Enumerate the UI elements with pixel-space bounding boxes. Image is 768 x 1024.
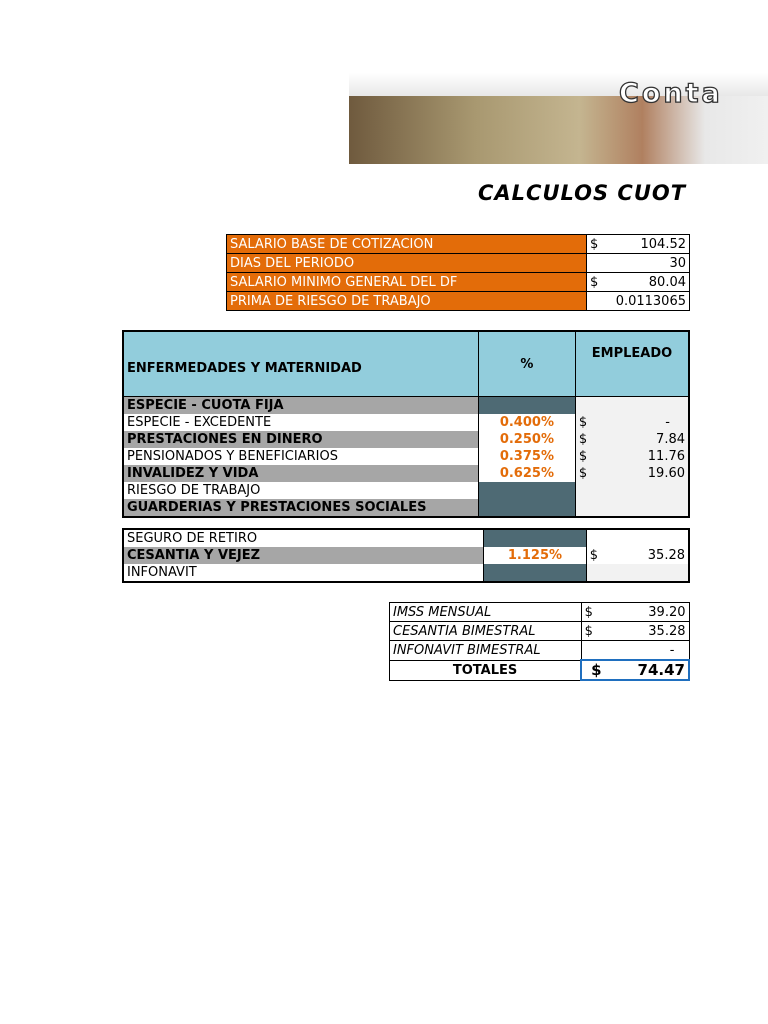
table-row [123,499,689,517]
column-header-concept: ENFERMEDADES Y MATERNIDAD [123,331,478,397]
currency-symbol: $ [578,415,588,430]
banner [349,73,768,164]
row-value-cell[interactable] [575,499,689,517]
currency-symbol: $ [590,236,599,252]
row-value-cell[interactable] [586,529,689,547]
row-value: 19.60 [647,466,685,481]
row-label: PRESTACIONES EN DINERO [123,431,478,448]
row-label: CESANTIA Y VEJEZ [123,547,484,564]
totals-table [389,602,690,681]
retiro-table [122,528,690,583]
row-value-cell[interactable] [586,547,689,564]
row-value-cell[interactable] [575,448,689,465]
table-row [123,547,689,564]
enfermedades-table [122,330,690,518]
table-row [123,529,689,547]
row-percent [484,564,586,582]
currency-symbol: $ [591,661,602,679]
totals-value: 35.28 [648,623,686,639]
totals-value-cell[interactable] [581,622,689,641]
param-value: 0.0113065 [615,293,686,309]
currency-symbol: $ [589,548,598,563]
row-label: INVALIDEZ Y VIDA [123,465,478,482]
totals-row [390,622,690,641]
table-header-row [123,331,689,397]
row-percent: 0.400% [478,414,575,431]
currency-symbol: $ [578,466,588,481]
grand-total-row [390,660,690,680]
table-row [123,448,689,465]
column-header-empleado: EMPLEADO [575,331,689,397]
param-row [227,254,690,273]
totals-value: - [669,642,675,658]
table-row [123,564,689,582]
param-value: 104.52 [640,236,686,252]
totals-value: 39.20 [648,604,686,620]
param-value: 80.04 [648,274,686,290]
table-row [123,414,689,431]
row-percent: 1.125% [484,547,586,564]
currency-symbol: $ [578,449,588,464]
row-value: 11.76 [647,449,685,464]
row-value-cell[interactable] [575,397,689,415]
param-value-cell[interactable] [587,235,690,254]
table-row [123,482,689,499]
currency-symbol: $ [578,432,588,447]
row-percent: 0.375% [478,448,575,465]
grand-total-value: 74.47 [637,661,685,679]
row-percent [478,482,575,499]
banner-title: Conta [619,78,723,109]
param-row [227,235,690,254]
row-percent [478,397,575,415]
row-label: RIESGO DE TRABAJO [127,483,261,498]
row-percent [484,529,586,547]
table-row [123,397,689,415]
row-label: PENSIONADOS Y BENEFICIARIOS [127,449,338,464]
row-value: - [665,415,670,430]
row-value: 35.28 [647,548,685,563]
row-value-cell[interactable] [575,465,689,482]
row-label: INFONAVIT [127,565,197,580]
row-percent [478,499,575,517]
currency-symbol: $ [590,274,599,290]
totals-label: CESANTIA BIMESTRAL [390,622,582,641]
currency-symbol: $ [584,623,593,639]
grand-total-cell[interactable] [581,660,689,680]
param-label: SALARIO BASE DE COTIZACION [227,235,587,254]
param-value-cell[interactable] [587,273,690,292]
param-value: 30 [669,255,686,271]
row-value-cell[interactable] [575,431,689,448]
column-header-percent: % [478,331,575,397]
param-row [227,273,690,292]
row-label: SEGURO DE RETIRO [127,531,258,546]
totals-value-cell[interactable] [581,603,689,622]
param-value-cell[interactable] [587,254,690,273]
totals-value-cell[interactable] [581,641,689,661]
row-label: GUARDERIAS Y PRESTACIONES SOCIALES [123,499,478,517]
totals-label: IMSS MENSUAL [390,603,582,622]
page-title: CALCULOS CUOT [478,181,687,205]
params-table [226,234,690,311]
row-label: ESPECIE - CUOTA FIJA [123,397,478,415]
row-percent: 0.625% [478,465,575,482]
table-row [123,465,689,482]
row-label: ESPECIE - EXCEDENTE [127,415,272,430]
totals-row [390,641,690,661]
row-percent: 0.250% [478,431,575,448]
param-value-cell[interactable] [587,292,690,311]
param-label: DIAS DEL PERIODO [227,254,587,273]
totals-row [390,603,690,622]
grand-total-label: TOTALES [390,660,582,680]
totals-label: INFONAVIT BIMESTRAL [390,641,582,661]
param-label: SALARIO MINIMO GENERAL DEL DF [227,273,587,292]
param-label: PRIMA DE RIESGO DE TRABAJO [227,292,587,311]
param-row [227,292,690,311]
row-value-cell[interactable] [586,564,689,582]
row-value: 7.84 [656,432,685,447]
table-row [123,431,689,448]
row-value-cell[interactable] [575,482,689,499]
currency-symbol: $ [584,604,593,620]
row-value-cell[interactable] [575,414,689,431]
